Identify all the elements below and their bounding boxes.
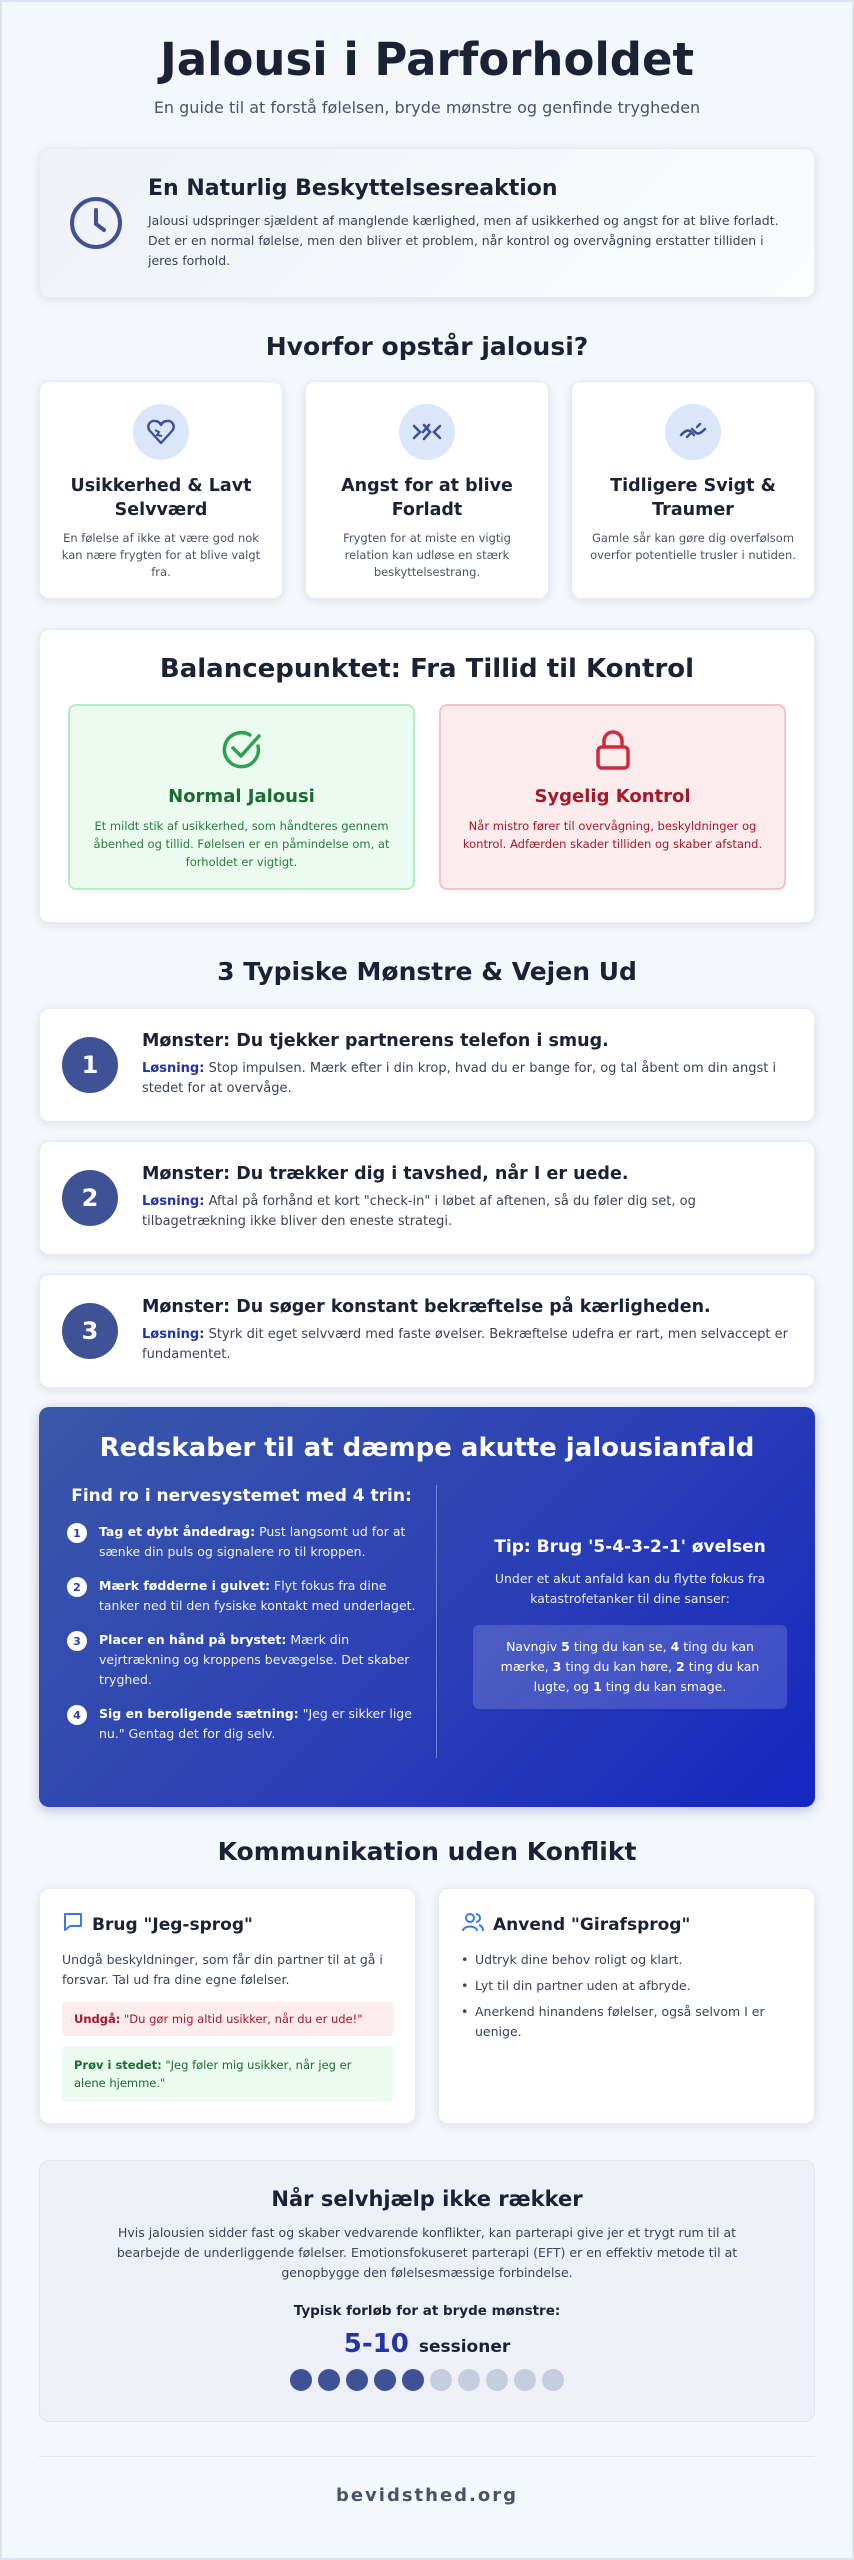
sick-control-title: Sygelig Kontrol	[534, 786, 691, 807]
footer-link[interactable]: bevidsthed.org	[335, 2485, 519, 2506]
tip-number: 2	[676, 1659, 685, 1674]
i-language-title: Brug "Jeg-sprog"	[92, 1914, 253, 1935]
broken-handshake-icon	[665, 404, 721, 460]
why-card-title: Angst for at blive Forladt	[341, 476, 513, 520]
tip-part: ting du kan smage.	[601, 1679, 727, 1694]
page-title: Jalousi i Parforholdet	[159, 33, 695, 86]
intro-title: En Naturlig Beskyttelsesreaktion	[148, 175, 558, 201]
giraffe-title: Anvend "Girafsprog"	[493, 1914, 691, 1935]
help-text: Hvis jalousien sidder fast og skaber vedvarende konflikter, kan parterapi give jer et trygt rum til at bearbejde de underliggende følelser. Emotionsfokuseret parterapi (EFT) er en effektiv metode til at genopbygge den følelsesmæssige forbindelse.	[116, 2225, 738, 2280]
step-bold: Tag et dybt åndedrag:	[99, 1524, 256, 1539]
why-card-past-trauma	[571, 381, 815, 599]
sessions-label: sessioner	[418, 2337, 511, 2357]
tip-text: Under et akut anfald kan du flytte fokus fra katastrofetanker til dine sanser:	[494, 1571, 766, 1606]
list-item: • Anerkend hinandens følelser, også selvom I er uenige.	[461, 2002, 792, 2042]
tip-box	[473, 1625, 787, 1709]
heart-crack-icon	[133, 404, 189, 460]
session-dot-filled	[318, 2369, 340, 2391]
list-item: • Lyt til din partner uden at afbryde.	[461, 1976, 792, 1996]
giraffe-language-card	[438, 1888, 815, 2124]
sick-control-box	[439, 704, 786, 890]
two-people-icon	[461, 1911, 485, 1938]
solution-label: Løsning:	[142, 1327, 205, 1342]
tools-title: Redskaber til at dæmpe akutte jalousianfald	[99, 1433, 755, 1463]
giraffe-list	[461, 1950, 792, 2042]
session-dot-empty	[430, 2369, 452, 2391]
why-card-text: Gamle sår kan gøre dig overfølsom overfor potentielle trusler i nutiden.	[590, 531, 796, 562]
pattern-number: 3	[62, 1303, 118, 1359]
session-dot-filled	[346, 2369, 368, 2391]
session-dot-filled	[290, 2369, 312, 2391]
why-card-insecurity	[39, 381, 283, 599]
pattern-solution: Stop impulsen. Mærk efter i din krop, hvad du er bange for, og tal åbent om din angst i stedet for at overvåge.	[142, 1061, 777, 1096]
step-bold: Mærk fødderne i gulvet:	[99, 1578, 271, 1593]
page-subtitle: En guide til at forstå følelsen, bryde mønstre og genfinde trygheden	[153, 98, 701, 117]
pattern-card	[39, 1008, 815, 1122]
i-language-text: Undgå beskyldninger, som får din partner til at gå i forsvar. Tal ud fra dine egne følelser.	[62, 1952, 383, 1987]
course-label: Typisk forløb for at bryde mønstre:	[293, 2303, 561, 2319]
intro-text: Jalousi udspringer sjældent af manglende kærlighed, men af usikkerhed og angst for at blive forladt. Det er en normal følelse, men den bliver et problem, når kontrol og overvågning erstatter tilliden i jeres forhold.	[148, 212, 779, 268]
sessions	[100, 2329, 754, 2359]
lock-icon	[591, 757, 635, 776]
step-number: 3	[67, 1631, 87, 1651]
tip-part: ting du kan se,	[569, 1639, 671, 1654]
why-card-text: En følelse af ikke at være god nok kan nære frygten for at blive valgt fra.	[61, 531, 261, 579]
balance-title: Balancepunktet: Fra Tillid til Kontrol	[159, 654, 695, 684]
patterns-title: 3 Typiske Mønstre & Vejen Ud	[217, 957, 637, 986]
try-example	[62, 2046, 393, 2102]
step-number: 1	[67, 1523, 87, 1543]
pattern-title: Mønster: Du trækker dig i tavshed, når I er uede.	[142, 1164, 629, 1184]
tip-number: 4	[670, 1639, 680, 1654]
pattern-solution: Aftal på forhånd et kort "check-in" i løbet af aftenen, så du føler dig set, og tilbagetrækning ikke bliver den eneste strategi.	[142, 1194, 696, 1229]
chat-bubble-icon	[62, 1911, 84, 1938]
tip-part: ting du kan mærke,	[500, 1639, 754, 1674]
step-text: Pust langsomt ud for at sænke din puls og signalere ro til kroppen.	[99, 1524, 406, 1559]
session-dot-filled	[374, 2369, 396, 2391]
why-title: Hvorfor opstår jalousi?	[265, 332, 589, 361]
tip-number: 5	[561, 1639, 570, 1654]
pattern-title: Mønster: Du tjekker partnerens telefon i smug.	[142, 1031, 609, 1051]
step-bold: Placer en hånd på brystet:	[99, 1632, 287, 1647]
pattern-card	[39, 1274, 815, 1388]
session-dot-empty	[486, 2369, 508, 2391]
tip-number: 1	[593, 1679, 602, 1694]
step-text: "Jeg er sikker lige nu." Gentag det for dig selv.	[99, 1706, 412, 1741]
calm-steps-title: Find ro i nervesystemet med 4 trin:	[71, 1486, 412, 1506]
intro-card	[39, 148, 815, 298]
calm-step	[67, 1576, 416, 1616]
split-arrows-icon	[399, 404, 455, 460]
help-title: Når selvhjælp ikke rækker	[271, 2187, 583, 2211]
session-dot-empty	[542, 2369, 564, 2391]
pattern-solution: Styrk dit eget selvværd med faste øvelser. Bekræftelse udefra er rart, men selvaccept er fundamentet.	[142, 1327, 788, 1362]
calm-step	[67, 1630, 416, 1690]
why-card-abandonment	[305, 381, 549, 599]
why-card-text: Frygten for at miste en vigtig relation kan udløse en stærk beskyttelsestrang.	[343, 531, 511, 579]
step-number: 4	[67, 1705, 87, 1725]
session-dot-filled	[402, 2369, 424, 2391]
tip-part: ting du kan lugte, og	[533, 1659, 760, 1694]
try-text: "Jeg føler mig usikker, når jeg er alene hjemme."	[74, 2058, 352, 2090]
clock-icon	[68, 195, 124, 251]
calm-step	[67, 1704, 416, 1744]
avoid-text: "Du gør mig altid usikker, når du er ude!"	[120, 2012, 363, 2026]
sessions-value: 5-10	[343, 2329, 409, 2359]
step-text: Mærk din vejrtrækning og kroppens bevægelse. Det skaber tryghed.	[99, 1632, 410, 1687]
calm-step	[67, 1522, 416, 1562]
calm-steps	[67, 1485, 437, 1758]
solution-label: Løsning:	[142, 1061, 205, 1076]
tip-part: Navngiv	[506, 1639, 562, 1654]
step-bold: Sig en beroligende sætning:	[99, 1706, 299, 1721]
try-label: Prøv i stedet:	[74, 2058, 162, 2072]
balance-card	[39, 629, 815, 923]
normal-jealousy-title: Normal Jalousi	[168, 786, 315, 807]
tip-title: Tip: Brug '5-4-3-2-1' øvelsen	[494, 1537, 766, 1557]
tip-54321	[437, 1485, 787, 1758]
why-card-title: Tidligere Svigt & Traumer	[610, 476, 776, 520]
pattern-card	[39, 1141, 815, 1255]
why-card-title: Usikkerhed & Lavt Selvværd	[70, 476, 252, 520]
tools-panel	[39, 1407, 815, 1807]
session-dot-empty	[458, 2369, 480, 2391]
tip-number: 3	[552, 1659, 562, 1674]
normal-jealousy-box	[68, 704, 415, 890]
list-item: • Udtryk dine behov roligt og klart.	[461, 1950, 792, 1970]
pattern-title: Mønster: Du søger konstant bekræftelse på kærligheden.	[142, 1297, 711, 1317]
communication-section	[39, 1837, 815, 2124]
session-progress-dots	[100, 2369, 754, 2391]
check-circle-icon	[220, 757, 264, 776]
patterns-section	[39, 957, 815, 1388]
pattern-number: 1	[62, 1037, 118, 1093]
solution-label: Løsning:	[142, 1194, 205, 1209]
avoid-example	[62, 2002, 393, 2036]
avoid-label: Undgå:	[74, 2012, 121, 2026]
step-number: 2	[67, 1577, 87, 1597]
communication-title: Kommunikation uden Konflikt	[217, 1837, 637, 1866]
pattern-number: 2	[62, 1170, 118, 1226]
normal-jealousy-text: Et mildt stik af usikkerhed, som håndteres gennem åbenhed og tillid. Følelsen er en påmindelse om, at forholdet er vigtigt.	[93, 819, 390, 869]
session-dot-empty	[514, 2369, 536, 2391]
why-section	[39, 332, 815, 599]
self-help-card	[39, 2160, 815, 2422]
tip-part: ting du kan høre,	[561, 1659, 677, 1674]
i-language-card	[39, 1888, 416, 2124]
page-header	[39, 2, 815, 148]
footer	[39, 2456, 815, 2506]
sick-control-text: Når mistro fører til overvågning, beskyldninger og kontrol. Adfærden skader tilliden og skaber afstand.	[462, 819, 763, 851]
step-text: Flyt fokus fra dine tanker ned til den fysiske kontakt med underlaget.	[99, 1578, 416, 1613]
